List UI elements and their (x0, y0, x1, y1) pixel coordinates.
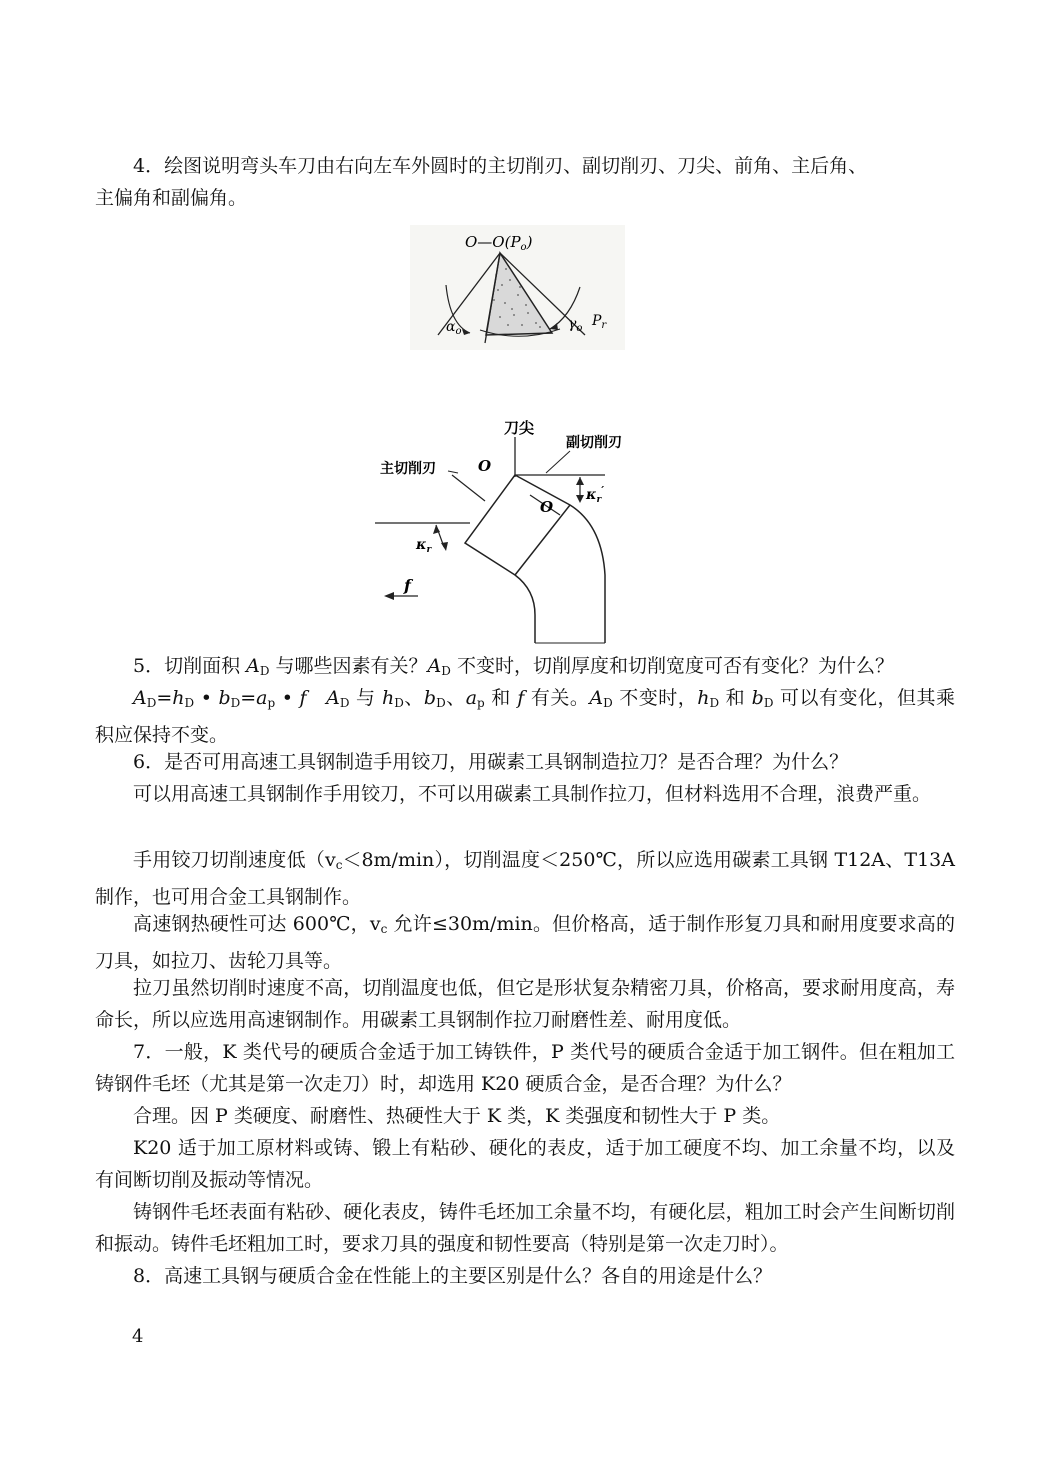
fig2-kappa-r-prime: κ (586, 487, 597, 503)
q5-ans-D5: D (709, 696, 720, 710)
q5-ans-b: b (423, 687, 437, 709)
fig1-alpha: α (446, 319, 456, 335)
q5-ans-d: 和 (719, 687, 752, 709)
q5-ans-c: 不变时， (612, 687, 698, 709)
q5-A2: A (427, 655, 442, 677)
fig1-title-sub: o (520, 242, 527, 253)
q5-D2: D (441, 664, 451, 678)
q6-ans3-rest: 允许≤30m/min。但价格高，适于制作形复刀具和耐用度要求高的刀具，如拉刀、齿轮刀具等。 (95, 913, 955, 972)
q4-line1: 4．绘图说明弯头车刀由右向左车外圆时的主切削刃、副切削刃、刀尖、前角、主后角、 (133, 155, 868, 177)
q5-ans-D6: D (763, 696, 774, 710)
q7-answer-1: 合理。因 P 类硬度、耐磨性、热硬性大于 K 类，K 类强度和韧性大于 P 类。 (133, 1105, 781, 1127)
q6-question: 6．是否可用高速工具钢制造手用铰刀，用碳素工具钢制造拉刀？是否合理？为什么？ (133, 751, 849, 773)
q5-ans-f: f (517, 687, 525, 709)
q5-answer (95, 682, 955, 751)
q6-answer-2 (95, 844, 955, 913)
q5-eq-A: A (133, 687, 147, 709)
q8-question: 8．高速工具钢与硬质合金在性能上的主要区别是什么？各自的用途是什么？ (133, 1265, 773, 1287)
q5-ans-D4: D (603, 696, 613, 710)
q5-ans-a: 与 (349, 687, 383, 709)
q7-answer-2: K20 适于加工原材料或铸、锻上有粘砂、硬化的表皮，适于加工硬度不均、加工余量不均，以及有间断切削及振动等情况。 (95, 1137, 955, 1191)
q6-ans3-a: 高速钢热硬性可达 600℃，v (133, 913, 381, 935)
fig1-gamma: γ (568, 316, 577, 332)
q6-answer-3 (95, 908, 955, 977)
q5-q-c: 不变时，切削厚度和切削宽度可否有变化？为什么？ (450, 655, 894, 677)
q5-ans-a2: a (465, 687, 478, 709)
q6-ans2-a: 手用铰刀切削速度低（v (133, 849, 336, 871)
section-angle-figure (410, 225, 625, 350)
q5-sep2: 、 (445, 687, 466, 709)
svg-text:κr (415, 537, 433, 555)
q5-ans-D3: D (436, 696, 446, 710)
q5-eq-D3: D (230, 696, 241, 710)
fig2-kappa-r: κ (416, 537, 427, 553)
q5-ans-D1: D (339, 696, 350, 710)
q5-eq2: = (240, 687, 257, 709)
q4-line2: 主偏角和副偏角。 (95, 187, 248, 209)
q4-question (95, 150, 955, 214)
fig1-title-suffix: ) (526, 233, 533, 251)
page-number: 4 (132, 1326, 144, 1347)
fig2-kappa-r-prime-sub: r (596, 495, 602, 505)
q5-ans-p: p (477, 696, 485, 710)
q5-ans-h: h (382, 687, 395, 709)
turning-tool-figure (370, 415, 640, 650)
fig2-kappa-r-prime-mark: ′ (601, 484, 605, 497)
q6-answer-4: 拉刀虽然切削时速度不高，切削温度也低，但它是形状复杂精密刀具，价格高，要求耐用度高，寿命长，所以应选用高速钢制作。用碳素工具钢制作拉刀耐磨性差、耐用度低。 (95, 977, 955, 1031)
q6-answer-1: 可以用高速工具钢制作手用铰刀，不可以用碳素工具制作拉刀，但材料选用不合理，浪费严重。 (133, 783, 932, 805)
q5-eq-p: p (267, 696, 276, 710)
q5-and: 和 (484, 687, 518, 709)
fig2-major-edge-label: 主切削刃 (380, 461, 436, 477)
fig1-alpha-sub: o (455, 326, 462, 337)
q5-ans-b2: 有关。 (524, 687, 590, 709)
fig2-kappa-r-sub: r (426, 545, 432, 555)
fig2-tip-label: 刀尖 (504, 419, 535, 437)
fig1-title-p: P (510, 233, 521, 251)
q6-ans2-rest: ＜8m/min），切削温度＜250℃，所以应选用碳素工具钢 T12A、T13A 制作，也可用合金工具钢制作。 (95, 849, 955, 908)
fig1-gamma-sub: o (576, 323, 583, 334)
fig2-o-lower: O (540, 498, 554, 516)
q5-ans-A2: A (589, 687, 604, 709)
q5-D1: D (259, 664, 270, 678)
q5-ans-A1: A (326, 687, 340, 709)
q5-ans-D2: D (394, 696, 404, 710)
q5-sep1: 、 (403, 687, 424, 709)
q5-eq1: = (156, 687, 173, 709)
fig1-pr-sub: r (601, 320, 607, 331)
q5-A1: A (246, 655, 260, 677)
q5-q-b: 与哪些因素有关？ (269, 655, 428, 677)
q5-eq-b: b (218, 687, 231, 709)
fig2-o-upper: O (478, 457, 492, 475)
q5-eq-D1: D (146, 696, 157, 710)
q5-dot2: • (275, 687, 300, 709)
q6-ans2-sub: c (335, 858, 343, 872)
q5-eq-a: a (256, 687, 268, 709)
fig2-feed: f (404, 576, 411, 595)
q5-dot1: • (194, 687, 219, 709)
q5-eq-D2: D (184, 696, 195, 710)
q5-eq-h: h (172, 687, 185, 709)
fig2-minor-edge-label: 副切削刃 (566, 435, 622, 451)
fig1-pr: P (592, 313, 602, 329)
q7-answer-3: 铸钢件毛坯表面有粘砂、硬化表皮，铸件毛坯加工余量不均，有硬化层，粗加工时会产生间断切削和振动。铸件毛坯粗加工时，要求刀具的强度和韧性要高（特别是第一次走刀时）。 (95, 1201, 955, 1255)
q5-ans-h2: h (697, 687, 710, 709)
q7-question: 7．一般，K 类代号的硬质合金适于加工铸铁件，P 类代号的硬质合金适于加工钢件。但在粗加工铸钢件毛坯（尤其是第一次走刀）时，却选用 K20 硬质合金，是否合理？为什么？ (95, 1041, 955, 1095)
q5-ans-b3: b (751, 687, 764, 709)
q5-eq-f: f (299, 687, 307, 709)
q5-q-a: 5．切削面积 (133, 655, 247, 677)
svg-text:κr′ (585, 484, 604, 505)
q6-ans3-sub: c (380, 922, 388, 936)
q5-ans-e: 可以有变化，但其乘积应保持不变。 (95, 687, 955, 746)
fig1-title-prefix: O—O( (465, 233, 511, 251)
